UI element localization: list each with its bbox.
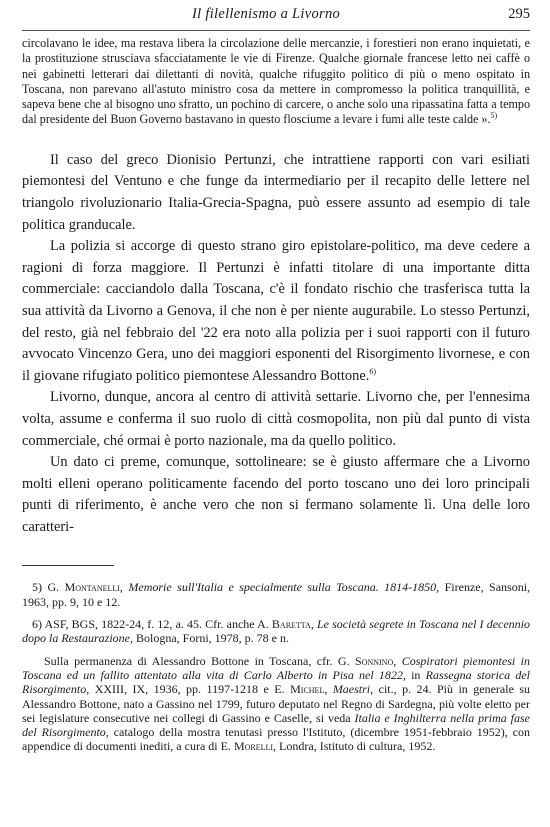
main-text [22, 150, 530, 539]
footnote-6 [22, 617, 530, 646]
footnote-6-d-end: Londra, Istituto di cultura, 1952. [279, 739, 436, 754]
running-head [22, 6, 530, 31]
footnote-5-mark: 5) [32, 580, 42, 595]
footnote-6-a-author: Baretta, [271, 617, 314, 632]
book-page [22, 6, 530, 754]
quote-text: circolavano le idee, ma restava libera la circolazione delle mercanzie, i forestieri non erano inquietati, e la prostituzione strusciava sfacciatamente le vie di Firenze. Qualche giornale francese letto nei caffè o nei gabinetti letterari dai dilettanti di novità, qualche rifuggito politico di più o meno ospitato in Toscana, non parevano all'astuto ministro cosa da mettere in compromesso la politica tranquillità, e sapeva bene che al bisogno uno sfratto, un pochino di carcere, o anche solo una ripassatina fatta a tempo dal presidente del Buon Governo bastavano in questo flosciume a levare i fumi alle teste calde ». [22, 36, 530, 127]
footnote-6-d-author: Morelli, [233, 739, 277, 754]
block-quote [22, 36, 530, 128]
footnote-6-b-in: in [411, 667, 421, 682]
footnote-6-a-rest: Bologna, Forni, 1978, p. 78 e n. [136, 631, 289, 646]
footnote-separator [22, 565, 114, 566]
footnote-5-title: Memorie sull'Italia e specialmente sulla Toscana. 1814-1850, [128, 580, 440, 595]
footnote-6-c-rest: cit., p. 24. Più in generale su Alessandro Bottone, nato a Gassino nel 1799, futuro deputato nel Regno di Sardegna, più volte eletto per sei legislature consecutive nei collegi di Gassino e Caselle, si veda [22, 682, 531, 725]
footnote-6-c-author: Michel, [290, 682, 328, 697]
paragraph-2 [22, 236, 530, 387]
footnote-6-continued [22, 654, 530, 754]
footnote-6-d-rest: catalogo della mostra tenutasi presso l'Istituto, (dicembre 1951-febbraio 1952), con appendice di documenti inediti, a cura di E. [22, 725, 530, 754]
footnote-6-b-title: Cospiratori piemontesi in Toscana ed un fallito attentato alla vita di Carlo Alberto in Pisa nel 1822, [22, 653, 531, 682]
footnotes [22, 580, 530, 753]
footnote-6-b-author: Sonnino, [355, 653, 397, 668]
page-number: 295 [508, 6, 530, 22]
footnote-6-a-title: Le società segrete in Toscana nel I decennio dopo la Restaurazione, [22, 617, 531, 646]
paragraph-4: Un dato ci preme, comunque, sottolineare: se è giusto affermare che a Livorno molti elleni operano politicamente facendo del porto toscano uno dei loro principali punti di riferimento, è anche vero che non si fermano solamente lì. Una delle loro caratteri- [22, 454, 530, 535]
footnote-ref-5[interactable]: 5) [490, 111, 498, 121]
footnote-5-initial: G. [47, 580, 60, 595]
footnote-6-d-title: Italia e Inghilterra nella prima fase del Risorgimento, [22, 710, 530, 740]
footnote-6-b-journal: Rassegna storica del Risorgimento, [22, 667, 531, 697]
footnote-6-mark: 6) [32, 617, 42, 632]
footnote-6-c-title: Maestri, [332, 682, 374, 697]
footnote-6-b-rest: XXIII, IX, 1936, pp. 1197-1218 e E. [94, 682, 285, 697]
paragraph-3: Livorno, dunque, ancora al centro di attività settarie. Livorno che, per l'ennesima volta, assume e conferma il suo ruolo di città cosmopolita, non più dal punto di vista commerciale, ché ormai è porto nazionale, ma da quello politico. [22, 389, 530, 449]
paragraph-1: Il caso del greco Dionisio Pertunzi, che intrattiene rapporti con vari esiliati piemontesi del Ventuno e che funge da intermediario per il recapito delle lettere nel triangolo rivoluzionario Italia-Grecia-Spagna, può essere assunto ad esempio di tale politica granducale. [22, 151, 530, 233]
running-title: Il filellenismo a Livorno [192, 6, 341, 22]
footnote-ref-6[interactable]: 6) [369, 366, 376, 376]
footnote-6-a: ASF, BGS, 1822-24, f. 12, a. 45. Cfr. anche A. [44, 617, 269, 632]
footnote-5 [22, 580, 530, 609]
paragraph-2-text: La polizia si accorge di questo strano giro epistolare-politico, ma deve cedere a ragioni di forza maggiore. Il Pertunzi è infatti titolare di una importante ditta commerciale: cacciandolo dalla Toscana, c'è il fondato rischio che trasferisca tutta la sua attività da Livorno a Genova, il che non è per niente augurabile. Lo stesso Pertunzi, del resto, già nel febbraio del '22 era noto alla polizia per i suoi rapporti con il futuro avvocato Vincenzo Gera, uno dei maggiori esponenti del Risorgimento livornese, e con il giovane rifugiato politico piemontese Alessandro Bottone. [22, 238, 530, 384]
footnote-6-b: Sulla permanenza di Alessandro Bottone in Toscana, cfr. G. [44, 653, 350, 668]
footnote-5-author: Montanelli, [64, 580, 123, 595]
footnote-5-rest: Firenze, Sansoni, 1963, pp. 9, 10 e 12. [22, 580, 531, 609]
